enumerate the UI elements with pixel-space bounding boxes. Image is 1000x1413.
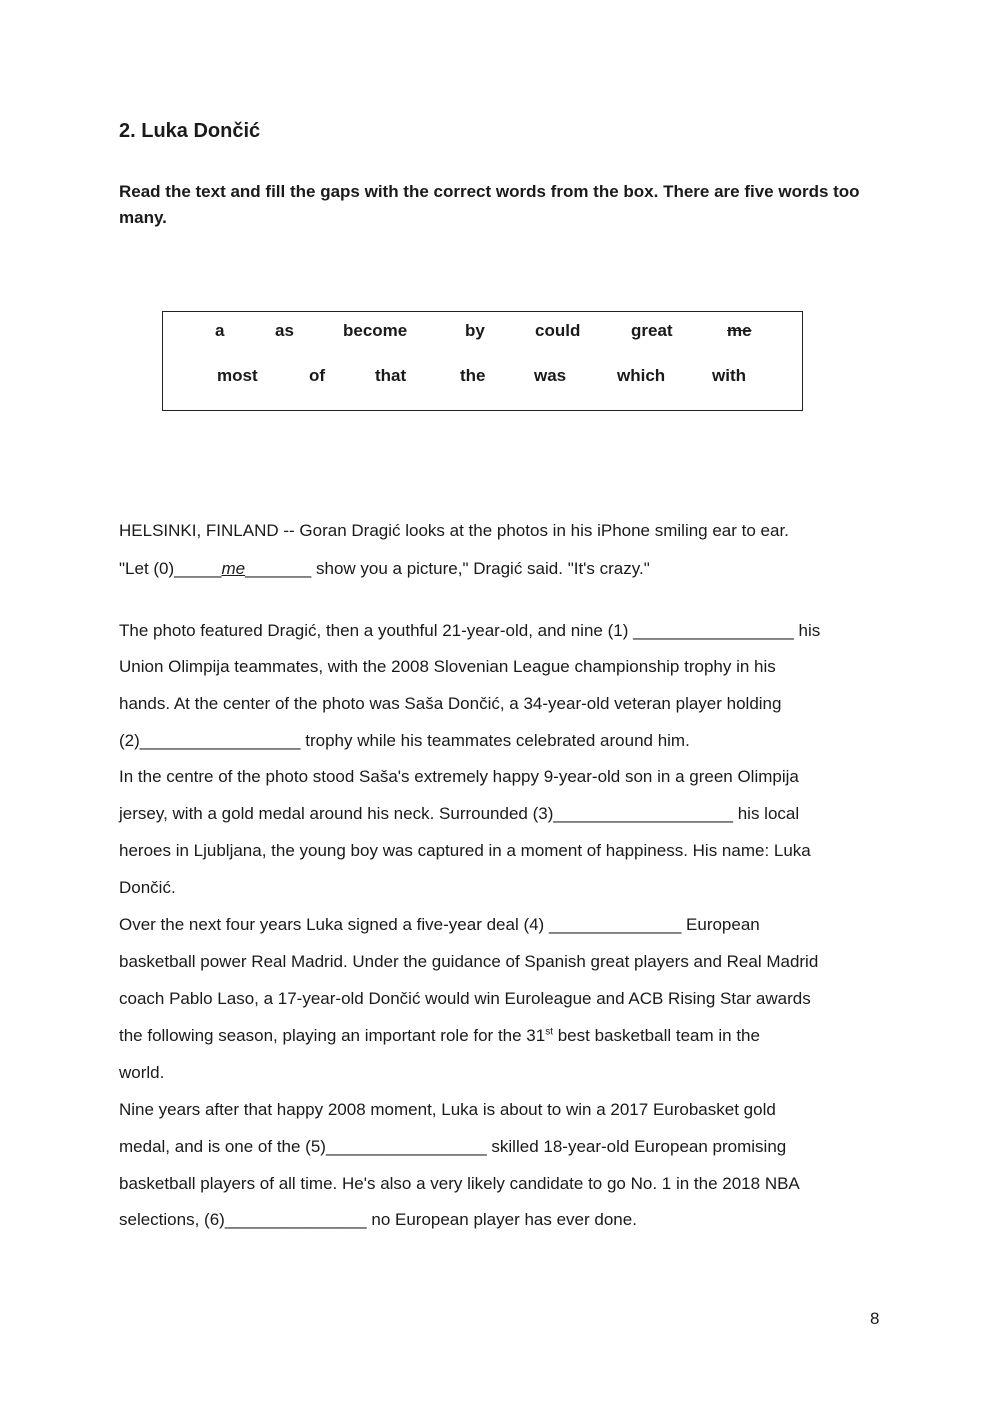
text-line: Dončić. xyxy=(119,878,176,897)
word-box-item: the xyxy=(460,366,486,385)
text-line: HELSINKI, FINLAND -- Goran Dragić looks at the photos in his iPhone smiling ear to ear. xyxy=(119,521,789,540)
word-box xyxy=(162,311,803,411)
text-line: hands. At the center of the photo was Saša Dončić, a 34-year-old veteran player holding xyxy=(119,694,782,713)
word-box-item: which xyxy=(617,366,666,385)
word-box-item-struck: me xyxy=(727,321,752,340)
word-box-item: most xyxy=(217,366,258,385)
text-line-gap-3: jersey, with a gold medal around his neck. Surrounded (3)___________________ his local xyxy=(119,804,800,823)
word-box-item: great xyxy=(631,321,673,340)
text-line-example xyxy=(119,559,650,579)
instructions: Read the text and fill the gaps with the correct words from the box. There are five words too many. xyxy=(119,182,860,227)
text-segment: best basketball team in the xyxy=(553,1026,760,1045)
word-box-item: could xyxy=(535,321,581,340)
text-line: world. xyxy=(119,1063,165,1082)
word-box-item: a xyxy=(215,321,225,340)
text-segment: "Let (0)_____ xyxy=(119,559,222,578)
text-line-gap-4: Over the next four years Luka signed a five-year deal (4) ______________ European xyxy=(119,915,760,934)
word-box-item: that xyxy=(375,366,407,385)
word-box-item: with xyxy=(712,366,746,385)
word-box-item: was xyxy=(534,366,567,385)
text-line: basketball players of all time. He's also a very likely candidate to go No. 1 in the 2018 NBA xyxy=(119,1174,800,1193)
text-line: In the centre of the photo stood Saša's extremely happy 9-year-old son in a green Olimpija xyxy=(119,767,799,786)
text-line-gap-5: medal, and is one of the (5)_________________ skilled 18-year-old European promising xyxy=(119,1137,787,1156)
word-box-item: become xyxy=(343,321,408,340)
text-line-gap-2: (2)_________________ trophy while his teammates celebrated around him. xyxy=(119,731,690,750)
word-box-item: by xyxy=(465,321,485,340)
text-segment: _______ show you a picture," Dragić said. "It's crazy." xyxy=(245,559,650,578)
page-number: 8 xyxy=(870,1309,880,1328)
text-line: coach Pablo Laso, a 17-year-old Dončić would win Euroleague and ACB Rising Star awards xyxy=(119,989,811,1008)
text-line-gap-6: selections, (6)_______________ no European player has ever done. xyxy=(119,1210,637,1229)
text-line: heroes in Ljubljana, the young boy was captured in a moment of happiness. His name: Luka xyxy=(119,841,811,860)
section-heading: 2. Luka Dončić xyxy=(119,120,261,142)
text-line xyxy=(119,1026,760,1046)
text-line: basketball power Real Madrid. Under the guidance of Spanish great players and Real Madrid xyxy=(119,952,819,971)
word-box-item: of xyxy=(309,366,326,385)
text-line-gap-1: The photo featured Dragić, then a youthful 21-year-old, and nine (1) _________________ his xyxy=(119,621,821,640)
text-line: Union Olimpija teammates, with the 2008 Slovenian League championship trophy in his xyxy=(119,657,776,676)
text-segment: the following season, playing an important role for the 31 xyxy=(119,1026,546,1045)
text-line: Nine years after that happy 2008 moment, Luka is about to win a 2017 Eurobasket gold xyxy=(119,1100,776,1119)
word-box-item: as xyxy=(275,321,294,340)
ordinal-suffix: st xyxy=(545,1026,553,1038)
example-answer: me xyxy=(221,559,246,578)
